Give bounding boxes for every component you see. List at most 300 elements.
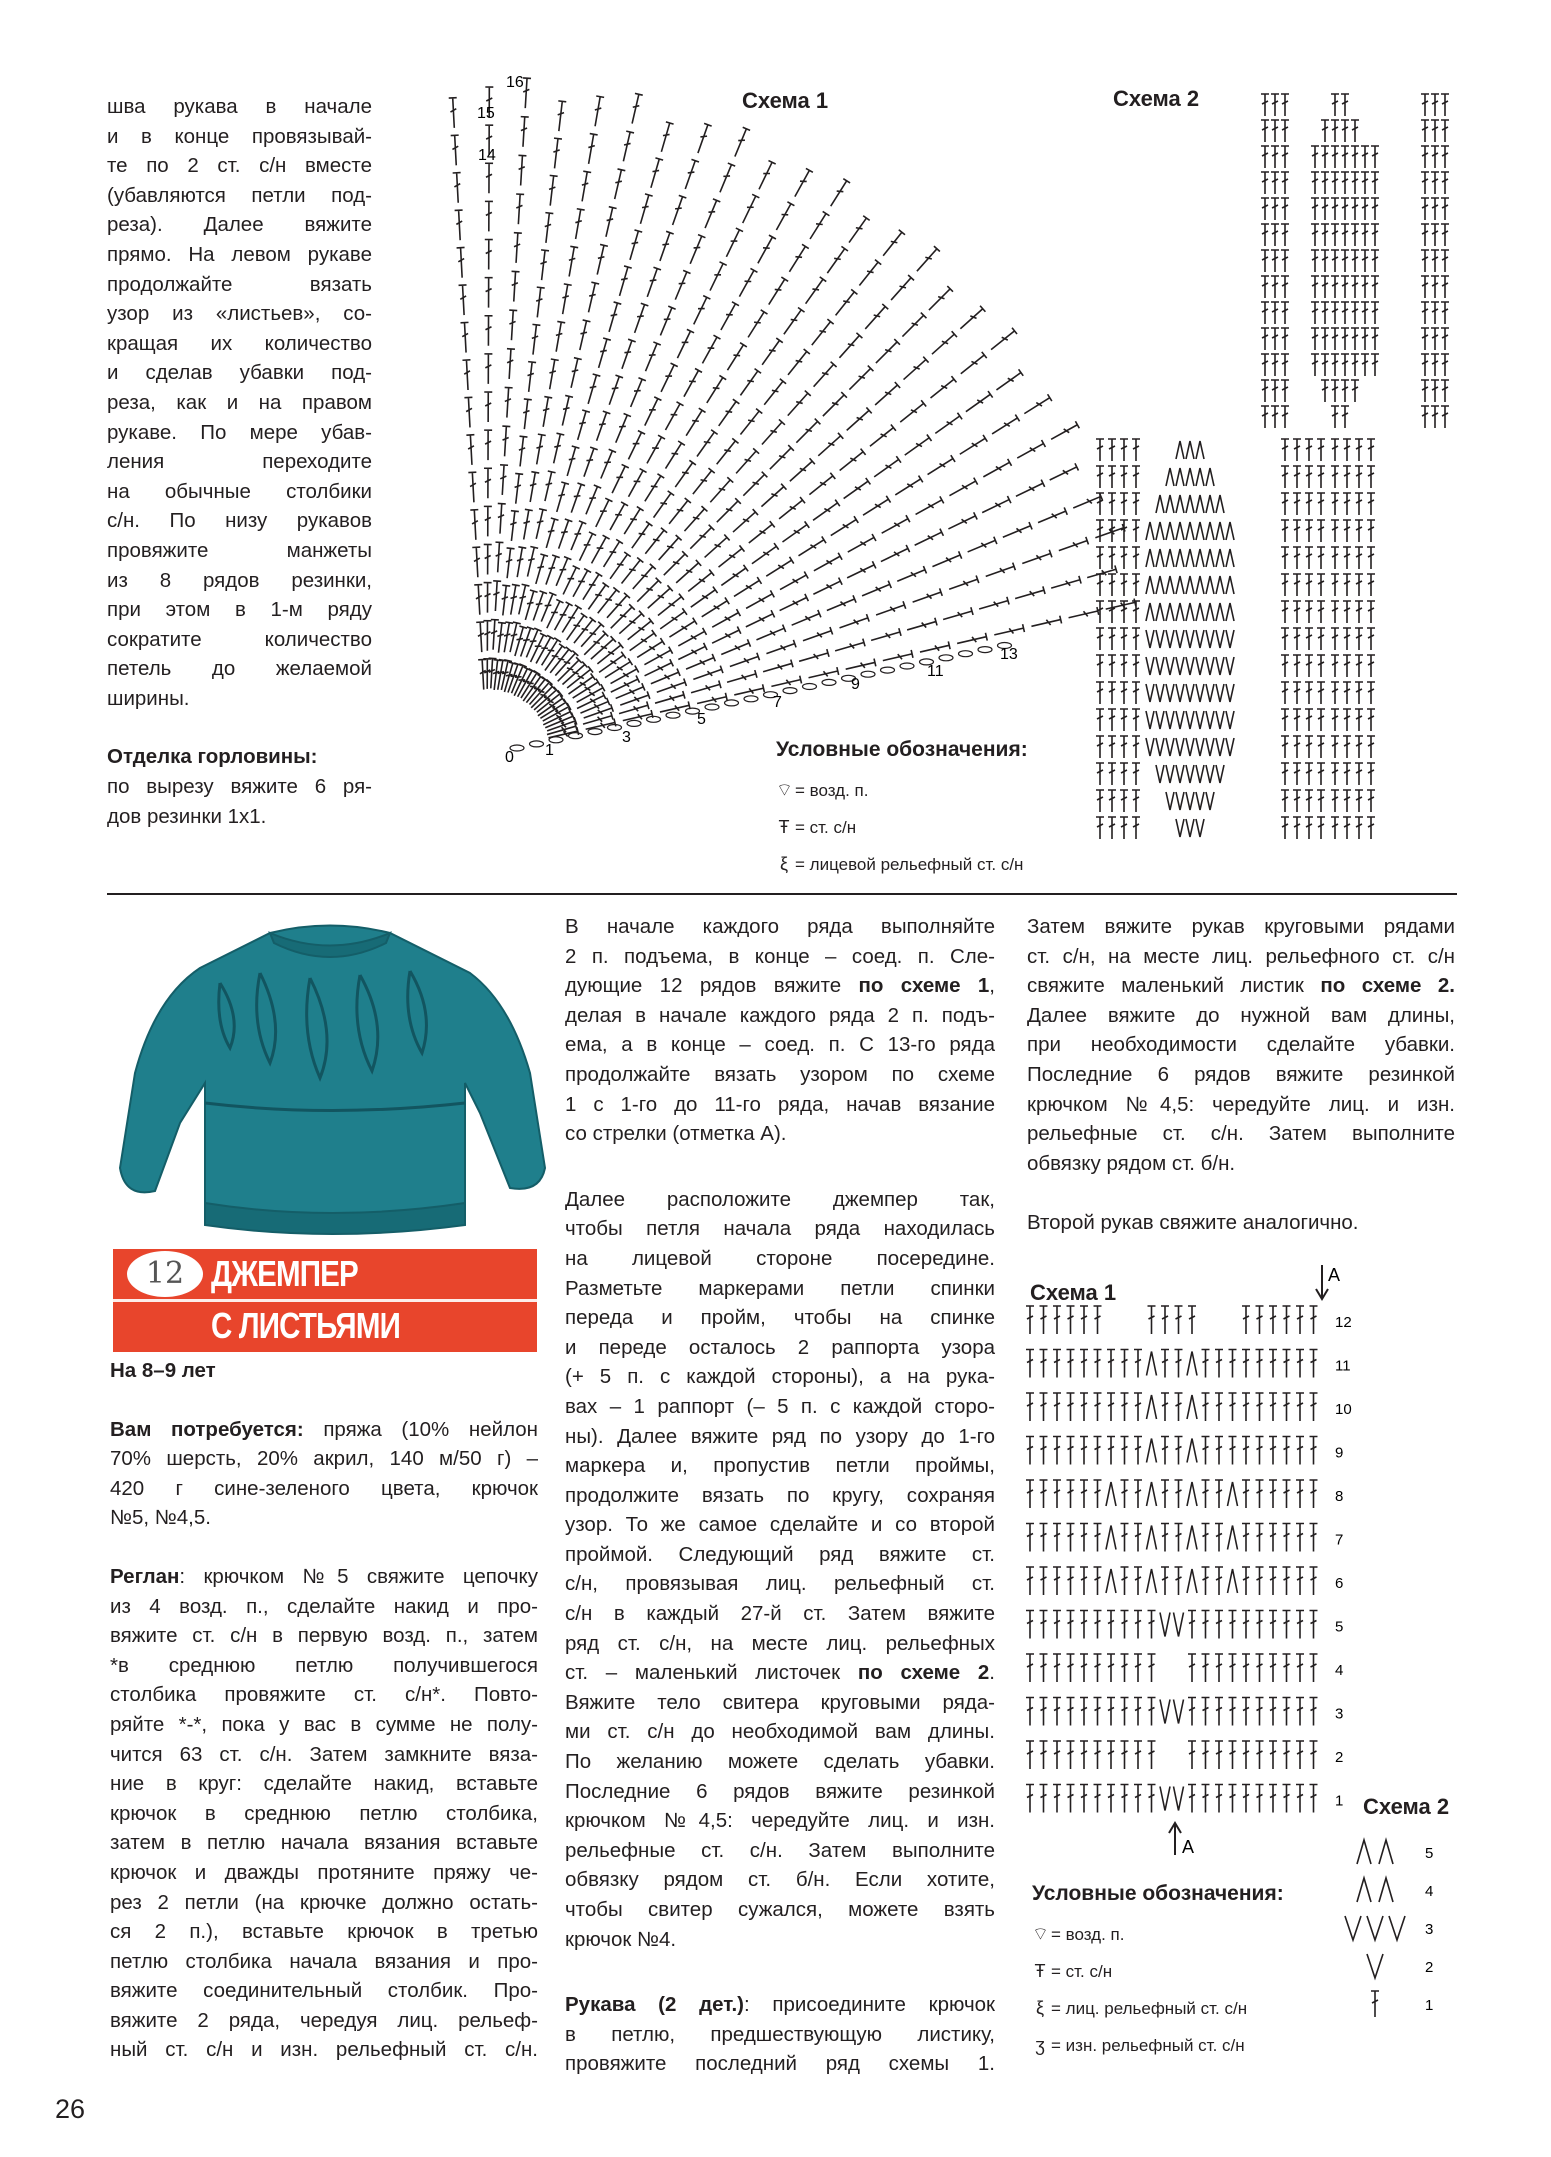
- dc-stitch-icon: [716, 545, 744, 570]
- dc-stitch-icon: [1331, 276, 1339, 298]
- dc-stitch-icon: [1067, 1437, 1075, 1465]
- dc-stitch-icon: [1421, 94, 1429, 116]
- dc-stitch-icon: [737, 409, 762, 437]
- increase-stitch-icon: [1196, 819, 1204, 837]
- dc-stitch-icon: [484, 506, 492, 536]
- dc-stitch-icon: [1048, 463, 1078, 483]
- dc-stitch-icon: [680, 369, 702, 399]
- text-line: вяжите ст. с/н в первую возд. п., затем: [110, 1624, 538, 1648]
- dc-stitch-icon: [1269, 1480, 1277, 1508]
- dc-stitch-icon: [1310, 1524, 1318, 1552]
- text-line: по вырезу вяжите 6 ря-: [107, 775, 372, 799]
- dc-stitch-icon: [1015, 440, 1045, 462]
- dc-stitch-icon: [947, 512, 977, 532]
- dc-stitch-icon: [1421, 250, 1429, 272]
- dc-stitch-icon: [1343, 655, 1351, 677]
- chain-stitch-icon: [705, 704, 719, 710]
- dc-stitch-icon: [1271, 250, 1279, 272]
- decrease-stitch-icon: [1166, 495, 1174, 513]
- text-line: обвязку рядом ст. б/н. Если хотите,: [565, 1868, 995, 1892]
- front-post-dc-icon: ξ: [779, 854, 789, 874]
- dc-stitch-icon: [1132, 628, 1140, 650]
- dc-stitch-icon: [626, 230, 642, 261]
- increase-stitch-icon: [1206, 684, 1214, 702]
- decrease-stitch-icon: [1166, 468, 1174, 486]
- text-line: ны). Далее вяжите ряд по узору до 1-го: [565, 1424, 995, 1448]
- dc-stitch-icon: [1305, 763, 1313, 785]
- dc-stitch-icon: [1269, 1698, 1277, 1726]
- dc-stitch-icon: [1108, 736, 1116, 758]
- dc-stitch-icon: [746, 521, 774, 546]
- dc-stitch-icon: [1215, 1698, 1223, 1726]
- row-number: 15: [477, 105, 495, 122]
- dc-stitch-icon: [1094, 1698, 1102, 1726]
- dc-stitch-icon: [1120, 574, 1128, 596]
- dc-stitch-icon: [1053, 1524, 1061, 1552]
- dc-stitch-icon: [1022, 394, 1052, 417]
- dc-stitch-icon: [524, 546, 539, 577]
- dc-stitch-icon: [1175, 1524, 1183, 1552]
- dc-stitch-icon: [872, 382, 900, 408]
- dc-stitch-icon: [1431, 198, 1439, 220]
- dc-stitch-icon: [1229, 1654, 1237, 1682]
- dc-stitch-icon: [608, 604, 635, 631]
- dc-stitch-icon: [1441, 406, 1449, 428]
- dc-stitch-icon: [1121, 1480, 1129, 1508]
- dc-stitch-icon: [618, 339, 636, 370]
- dc-stitch-icon: [484, 316, 492, 346]
- dc-stitch-icon: [1351, 276, 1359, 298]
- dc-stitch-icon: [499, 585, 510, 616]
- text-line: дов резинки 1х1.: [107, 804, 267, 828]
- dc-stitch-icon: [1108, 763, 1116, 785]
- dc-stitch-icon: [1331, 146, 1339, 168]
- dc-stitch-icon: [1317, 439, 1325, 461]
- dc-stitch-icon: [1311, 250, 1319, 272]
- dc-stitch-icon: [563, 446, 579, 477]
- dc-stitch-icon: [1132, 790, 1140, 812]
- increase-stitch-icon: [1216, 630, 1224, 648]
- dc-stitch-icon: [1215, 1437, 1223, 1465]
- increase-stitch-icon: [1176, 657, 1184, 675]
- dc-stitch-icon: [726, 670, 757, 686]
- dc-stitch-icon: [1293, 736, 1301, 758]
- text-line: рельефные ст. с/н. Затем выполните: [565, 1838, 995, 1862]
- dc-stitch-icon: [1096, 736, 1104, 758]
- dc-stitch-icon: [1269, 1654, 1277, 1682]
- dc-stitch-icon: [744, 590, 774, 612]
- dc-stitch-icon: [1026, 1350, 1034, 1378]
- dc-stitch-icon: [686, 570, 714, 595]
- dc-stitch-icon: [519, 117, 529, 147]
- dc-stitch-icon: [1371, 250, 1379, 272]
- dc-stitch-icon: [1371, 224, 1379, 246]
- decrease-stitch-icon: [1216, 603, 1224, 621]
- dc-stitch-icon: [1321, 198, 1329, 220]
- dc-stitch-icon: [942, 607, 973, 623]
- increase-stitch-icon: [1166, 792, 1174, 810]
- dc-stitch-icon: [1161, 1306, 1169, 1334]
- dc-stitch-icon: [1367, 763, 1375, 785]
- dc-stitch-icon: [794, 419, 821, 446]
- second-sleeve-paragraph: [1027, 1208, 1455, 1238]
- text-segment: ст. – маленький листочек: [565, 1661, 858, 1685]
- front-post-dc-icon: ξ: [1035, 1998, 1045, 2018]
- dc-stitch-icon: [580, 572, 603, 602]
- dc-stitch-icon: [511, 626, 527, 657]
- dc-stitch-icon: [1351, 250, 1359, 272]
- dc-stitch-icon: [451, 135, 461, 165]
- dc-stitch-icon: [1108, 574, 1116, 596]
- text-line: крючок №4.: [565, 1927, 677, 1951]
- dc-stitch-icon: [750, 543, 779, 567]
- dc-stitch-icon: [1256, 1437, 1264, 1465]
- marker-label: A: [1182, 1837, 1195, 1857]
- dc-stitch-icon: [802, 627, 833, 645]
- dc-stitch-icon: [572, 209, 585, 240]
- dc-stitch-icon: [1341, 172, 1349, 194]
- dc-stitch-icon: [568, 483, 586, 514]
- dc-stitch-icon: [1040, 1480, 1048, 1508]
- decrease-stitch-icon: [1216, 522, 1224, 540]
- dc-stitch-icon: [681, 159, 699, 190]
- dc-stitch-icon: [542, 213, 553, 244]
- dc-stitch-icon: [1331, 547, 1339, 569]
- decrease-stitch-icon: [1186, 522, 1194, 540]
- increase-stitch-icon: [1196, 711, 1204, 729]
- increase-stitch-icon: [1174, 1787, 1184, 1811]
- dc-stitch-icon: [981, 459, 1011, 481]
- dc-stitch-icon: [715, 399, 739, 428]
- increase-stitch-icon: [1196, 792, 1204, 810]
- dc-stitch-icon: [621, 507, 644, 537]
- dc-stitch-icon: [710, 627, 740, 647]
- dc-stitch-icon: [1148, 1654, 1156, 1682]
- dc-stitch-icon: [1296, 1393, 1304, 1421]
- dc-stitch-icon: [1371, 1991, 1379, 2017]
- increase-stitch-icon: [1186, 711, 1194, 729]
- dc-stitch-icon: [597, 449, 616, 480]
- dc-stitch-icon: [1261, 354, 1269, 376]
- decrease-stitch-icon: [1228, 1569, 1238, 1593]
- decrease-stitch-icon: [1226, 549, 1234, 567]
- legend-label: = возд. п.: [1051, 1924, 1125, 1944]
- dc-stitch-icon: [507, 511, 518, 542]
- dc-stitch-icon: [555, 519, 573, 550]
- dc-stitch-icon: [1148, 1306, 1156, 1334]
- text-line: крючок и дважды протяните пряжу че-: [110, 1860, 538, 1884]
- dc-stitch-icon: [1283, 1785, 1291, 1813]
- chain-stitch-icon: [725, 700, 739, 706]
- dc-stitch-icon: [1331, 224, 1339, 246]
- increase-stitch-icon: [1226, 630, 1234, 648]
- text-line: Второй рукав свяжите аналогично.: [1027, 1211, 1359, 1235]
- dc-stitch-icon: [1317, 763, 1325, 785]
- dc-stitch-icon: [1094, 1654, 1102, 1682]
- dc-stitch-icon: [703, 375, 726, 405]
- dc-stitch-icon: [1256, 1306, 1264, 1334]
- dc-stitch-icon: [948, 478, 978, 500]
- scheme1-bottom-title: Схема 1: [1030, 1280, 1117, 1305]
- right-column: [1027, 912, 1455, 1238]
- dc-stitch-icon: [1026, 1306, 1034, 1334]
- dc-stitch-icon: [720, 639, 751, 658]
- dc-stitch-icon: [483, 583, 491, 613]
- dc-stitch-icon: [555, 101, 566, 132]
- dc-stitch-icon: [882, 650, 913, 665]
- dc-stitch-icon: [1040, 1741, 1048, 1769]
- dc-stitch-icon: [929, 331, 957, 357]
- dc-stitch-icon: [546, 175, 557, 206]
- dc-stitch-icon: [1296, 1741, 1304, 1769]
- text-line: при этом в 1-м ряду: [107, 598, 372, 622]
- dc-stitch-icon: [1441, 354, 1449, 376]
- dc-stitch-icon: [1431, 302, 1439, 324]
- dc-stitch-icon: [687, 525, 714, 552]
- dc-stitch-icon: [656, 231, 674, 262]
- dc-stitch-icon: [507, 310, 517, 340]
- decrease-stitch-icon: [1147, 1352, 1157, 1376]
- dc-stitch-icon: [902, 434, 931, 458]
- dc-stitch-icon: [616, 266, 632, 297]
- decrease-stitch-icon: [1196, 549, 1204, 567]
- dc-stitch-icon: [507, 584, 520, 615]
- dc-stitch-icon: [1296, 1785, 1304, 1813]
- dc-stitch-icon: [1053, 1567, 1061, 1595]
- text-line: провяжите последний ряд схемы 1.: [565, 2052, 995, 2076]
- dc-stitch-icon: [591, 96, 604, 127]
- dc-stitch-icon: [1317, 655, 1325, 677]
- dc-stitch-icon: [1441, 276, 1449, 298]
- dc-stitch-icon: [1256, 1393, 1264, 1421]
- dc-stitch-icon: [780, 521, 809, 545]
- raglan-paragraph: [110, 1562, 538, 2065]
- dc-stitch-icon: [1175, 1350, 1183, 1378]
- text-line: Вяжите тело свитера круговыми ряда-: [565, 1690, 995, 1714]
- dc-stitch-icon: [1281, 354, 1289, 376]
- dc-stitch-icon: [714, 438, 739, 466]
- dc-stitch-icon: [1215, 1567, 1223, 1595]
- dc-stitch-icon: [1080, 1654, 1088, 1682]
- dc-stitch-icon: [1256, 1350, 1264, 1378]
- dc-stitch-icon: [484, 392, 492, 422]
- dc-stitch-icon: [1421, 198, 1429, 220]
- dc-stitch-icon: [1293, 709, 1301, 731]
- dc-stitch-icon: [1040, 1698, 1048, 1726]
- increase-stitch-icon: [1186, 657, 1194, 675]
- dc-stitch-icon: [1321, 328, 1329, 350]
- chain-stitch-icon: [881, 667, 895, 673]
- dc-stitch-icon: [1202, 1698, 1210, 1726]
- increase-stitch-icon: [1176, 792, 1184, 810]
- dc-stitch-icon: [567, 521, 586, 552]
- dc-stitch-icon: [1175, 1437, 1183, 1465]
- dc-stitch-icon: [489, 619, 499, 649]
- dc-stitch-icon: [1293, 817, 1301, 839]
- dc-stitch-icon: [478, 659, 488, 689]
- dc-stitch-icon: [1305, 493, 1313, 515]
- decrease-stitch-icon: [1196, 441, 1204, 459]
- dc-stitch-icon: [1331, 250, 1339, 272]
- chain-stitch-icon: [608, 725, 622, 731]
- dc-stitch-icon: [1188, 1306, 1196, 1334]
- dc-stitch-icon: [1080, 1480, 1088, 1508]
- dc-stitch-icon: [1343, 628, 1351, 650]
- dc-stitch-icon: [764, 557, 794, 580]
- text-line: ширины.: [107, 686, 190, 710]
- dc-stitch-icon: [1305, 439, 1313, 461]
- scheme1-bottom-diagram: [1015, 1255, 1375, 1875]
- dc-stitch-icon: [1341, 250, 1349, 272]
- increase-stitch-icon: [1226, 711, 1234, 729]
- dc-stitch-icon: [1161, 1437, 1169, 1465]
- dc-stitch-icon: [567, 358, 582, 389]
- dc-stitch-icon: [1256, 1567, 1264, 1595]
- dc-stitch-icon: [1261, 328, 1269, 350]
- dc-stitch-icon: [1040, 1654, 1048, 1682]
- text-line: на лицевой стороне посередине.: [565, 1246, 995, 1270]
- dc-stitch-icon: [462, 360, 472, 390]
- dc-stitch-icon: [1026, 1741, 1034, 1769]
- text-line: затем в петлю начала вязания вставьте: [110, 1831, 538, 1855]
- dc-stitch-icon: [1310, 1698, 1318, 1726]
- dc-stitch-icon: [1305, 709, 1313, 731]
- dc-stitch-icon: [672, 270, 691, 301]
- dc-stitch-icon: [1108, 601, 1116, 623]
- dc-stitch-icon: [1343, 547, 1351, 569]
- decrease-stitch-icon: [1226, 522, 1234, 540]
- dc-stitch-icon: [1283, 1350, 1291, 1378]
- dc-stitch-icon: [827, 179, 850, 209]
- dc-stitch-icon: [846, 534, 876, 556]
- dc-stitch-icon: [1271, 94, 1279, 116]
- decrease-stitch-icon: [1147, 1526, 1157, 1550]
- body-paragraph: [565, 1185, 995, 1954]
- dc-stitch-icon: [933, 413, 962, 437]
- decrease-stitch-icon: [1146, 522, 1154, 540]
- dc-stitch-icon: [578, 622, 604, 650]
- row-number: 0: [505, 749, 514, 766]
- dc-stitch-icon: [690, 681, 721, 697]
- dc-stitch-icon: [1421, 328, 1429, 350]
- dc-stitch-icon: [1283, 1480, 1291, 1508]
- legend-item: [1032, 1990, 1284, 2027]
- dc-stitch-icon: [1281, 94, 1289, 116]
- dc-stitch-icon: [1431, 120, 1439, 142]
- middle-column: [565, 912, 995, 2079]
- chain-stitch-icon: [900, 663, 914, 669]
- row-number: 7: [773, 694, 782, 711]
- dc-stitch-icon: [1271, 120, 1279, 142]
- text-line: вяжите соединительный столбик. Про-: [110, 1979, 538, 2003]
- dc-stitch-icon: [808, 667, 839, 682]
- dc-stitch-icon: [873, 339, 900, 366]
- dc-stitch-icon: [1229, 1698, 1237, 1726]
- dc-stitch-icon: [832, 289, 857, 317]
- bold-text: по схеме 2: [857, 1661, 990, 1685]
- dc-stitch-icon: [461, 322, 471, 352]
- dc-stitch-icon: [1120, 439, 1128, 461]
- dc-stitch-icon: [1271, 328, 1279, 350]
- text-line: В начале каждого ряда выполняйте: [565, 915, 995, 938]
- dc-stitch-icon: [484, 430, 492, 460]
- dc-stitch-icon: [578, 171, 591, 202]
- dc-stitch-icon: [1269, 1785, 1277, 1813]
- dc-stitch-icon: [1080, 1785, 1088, 1813]
- dc-stitch-icon: [861, 581, 892, 600]
- dc-stitch-icon: [900, 313, 927, 340]
- dc-stitch-icon: [765, 640, 796, 658]
- dc-stitch-icon: [1317, 682, 1325, 704]
- dc-stitch-icon: [1040, 1306, 1048, 1334]
- dc-stitch-icon: [1053, 1306, 1061, 1334]
- row-number: 5: [697, 711, 706, 728]
- row-number: 11: [1335, 1357, 1351, 1375]
- dc-stitch-icon: [706, 262, 726, 292]
- dc-stitch-icon: [714, 498, 741, 525]
- dc-stitch-icon: [1305, 547, 1313, 569]
- dc-stitch-icon: [1351, 172, 1359, 194]
- increase-stitch-icon: [1176, 684, 1184, 702]
- dc-stitch-icon: [893, 476, 923, 499]
- dc-stitch-icon: [1321, 224, 1329, 246]
- dc-stitch-icon: [1271, 354, 1279, 376]
- dc-stitch-icon: [1271, 172, 1279, 194]
- dc-stitch-icon: [1293, 574, 1301, 596]
- text-line: 420 г сине-зеленого цвета, крючок: [110, 1476, 538, 1500]
- dc-stitch-icon: [659, 701, 690, 716]
- dc-stitch-icon: [1256, 1654, 1264, 1682]
- increase-stitch-icon: [1146, 684, 1154, 702]
- age-label: На 8–9 лет: [110, 1359, 216, 1382]
- increase-stitch-icon: [1156, 711, 1164, 729]
- dc-stitch-icon: [1311, 328, 1319, 350]
- dc-stitch-icon: [755, 625, 786, 644]
- dc-stitch-icon: [1026, 1698, 1034, 1726]
- decrease-stitch-icon: [1187, 1526, 1197, 1550]
- dc-stitch-icon: [1355, 574, 1363, 596]
- dc-stitch-icon: [1269, 1393, 1277, 1421]
- dc-stitch-icon: [716, 163, 735, 194]
- text-line: ема, а в конце – соед. п. С 13-го ряда: [565, 1033, 995, 1057]
- dc-stitch-icon: [1242, 1524, 1250, 1552]
- dc-stitch-icon: [1261, 276, 1269, 298]
- dc-stitch-icon: [1343, 466, 1351, 488]
- increase-stitch-icon: [1186, 765, 1194, 783]
- dc-stitch-icon: [1281, 547, 1289, 569]
- text-line: [110, 1415, 538, 1445]
- dc-stitch-icon: [1361, 198, 1369, 220]
- dc-stitch-icon: [796, 536, 826, 559]
- dc-stitch-icon: [740, 472, 767, 499]
- banner-stripe: [113, 1299, 537, 1302]
- dc-stitch-icon: [1269, 1524, 1277, 1552]
- dc-stitch-icon: [1281, 601, 1289, 623]
- dc-stitch-icon: [690, 468, 715, 496]
- text-line: реза, как и на правом: [107, 390, 372, 414]
- dc-stitch-icon: [733, 448, 759, 476]
- dc-stitch-icon: [515, 584, 530, 615]
- dc-stitch-icon: [1296, 1524, 1304, 1552]
- text-line: продолжите вязать по кругу, сохраняя: [565, 1483, 995, 1507]
- dc-stitch-icon: [1371, 172, 1379, 194]
- dc-stitch-icon: [657, 363, 677, 393]
- decrease-stitch-icon: [1357, 1878, 1371, 1902]
- dc-stitch-icon: [701, 199, 720, 230]
- dc-stitch-icon: [1341, 146, 1349, 168]
- dc-stitch-icon: [690, 296, 710, 326]
- increase-stitch-icon: [1206, 711, 1214, 729]
